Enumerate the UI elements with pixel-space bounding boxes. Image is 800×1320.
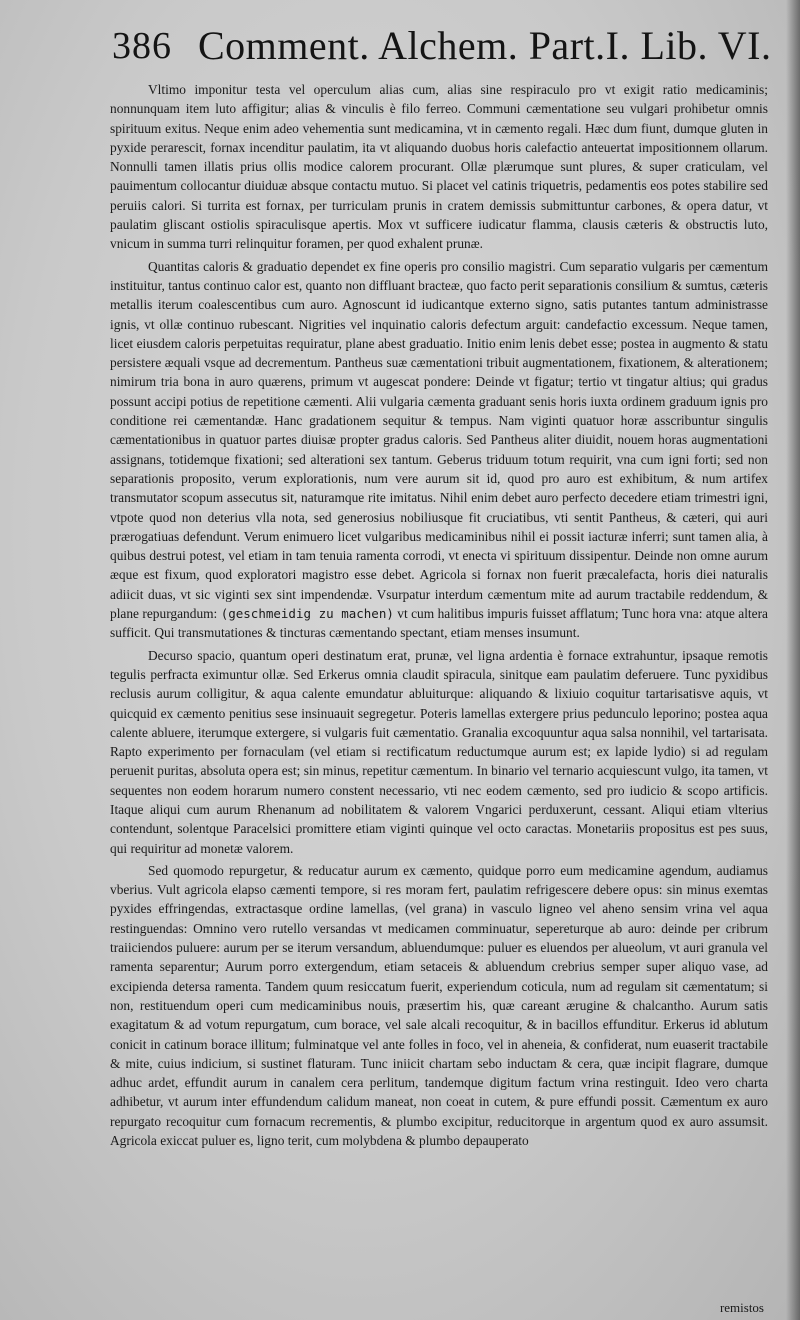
paragraph-4: Sed quomodo repurgetur, & reducatur aurum ex cæmento, quidque porro eum medicamine agendum, audiamus vberius. Vult agricola elapso cæmenti tempore, si res moram fert, paulatim refrigescere debere opus: sin minus exemtas pyxides effringendas, extractasque ordine lamellas, (vel grana) in vasculo ligneo vel aheno sensim vrina vel aqua restinguendas: Omnino vero rutello versandas vt medicamen comminuatur, sepereturque ab auro: deinde per cribrum traiiciendos puluere: aurum per se iterum versandum, abluendumque: puluer es eluendos per alueolum, vt auri granula vel ramenta separentur; Aurum porro extergendum, etiam setaceis & abluendum crebrius semper super aliquo vase, ad excipienda detersa ramenta. Tandem quum resiccatum fuerit, experiendum coticula, num ad regulam sit cæmentatum; si non, restituendum operi cum medicaminibus nouis, præsertim his, quæ careant ærugine & chalcantho. Aurum satis exagitatum & ad votum repurgatum, cum borace, vel sale alcali recoquitur, & in bacillos effunditur. Erkerus id ablutum conicit in catinum borace illitum; fulminatque vel ante folles in foco, vel in aheneia, & confiderat, num euaserit tractabile & mite, cuius indicium, si sustinet flaturam. Tunc iniicit chartam sebo inductam & cera, quæ incipit flagrare, dumque adhuc ardet, effundit aurum in canalem cera perlitum, tandemque digitum factum vrina restinguit. Ideo vero charta adhibetur, vt aurum inter effundendum calidum maneat, non coeat in cutem, & pure effundi possit. Cæmentum ex auro repurgato recoquitur cum fornacum recrementis, & plumbo excipitur, reducitorque in argentum quod ex auro assumsit. Agricola exiccat puluer es, ligno terit, cum molybdena & plumbo depauperato xyxy=(110,862,768,1149)
blackletter-gloss: (geschmeidig zu machen) xyxy=(220,606,394,622)
paragraph-2 xyxy=(110,257,768,643)
running-title: Comment. Alchem. Part.I. Lib. VI. xyxy=(198,23,772,68)
paragraph-2-text: Quantitas caloris & graduatio dependet ex fine operis pro consilio magistri. Cum separatio vulgaris per cæmentum instituitur, tantus continuo calor est, quanto non diffluant bracteæ, quo facto perit separationis consilium & sumtus, cæteris metallis iterum coalescentibus cum auro. Agnoscunt id iudicantque externo signo, satis putantes tantum administrasse ignis, vt ollæ continuo rubescant. Nigrities vel inquinatio caloris defectum arguit: candefactio excessum. Neque tamen, licet eiusdem caloris perpetuitas requiratur, plane abest graduatio. Initio enim lenis debet esse; postea in augmento & statu persistere æquali vsque ad decrementum. Pantheus suæ cæmentationi tribuit augmentationem, fixationem, & alterationem; nimirum tria bona in auro quærens, primum vt augescat pondere: Deinde vt figatur; tertio vt tingatur altius; qui gradus possunt accipi potius de repetitione cæmenti. Alii vulgaria cæmenta graduant senis horis iuxta ordinem graduum ignis pro conditione rei cæmentandæ. Hanc gradationem sequitur & tempus. Nam viginti quatuor horæ asscribuntur singulis cæmentationibus in quatuor partes diuisæ propter gradus caloris. Sed Pantheus aliter diuidit, nouem horas augmentationi assignans, totidemque fixationi; sed alterationi sex tantum. Geberus triduum totum requirit, vna cum igni forti; sed non separationis proposito, verum explorationis, num vere aurum sit id, quod pro auro est exhibitum, & num artifex transmutator scopum assecutus sit, naturamque rite imitatus. Nihil enim debet auro perfecto decedere etiam trimestri igni, vtpote quod non deterius vlla nota, sed generosius nobiliusque fit cruciatibus, vti sentit Pantheus, & cæteri, qui auri prærogatiuas defendunt. Verum enimuero licet vulgaribus medicaminibus nihil ei possit iacturæ inferri; sunt tamen alia, à quibus destrui potest, vel etiam in tam tenuia ramenta corrodi, vt enecta vi spirituum dissipentur. Deinde non omne aurum æque est fixum, quod exploratori magistro esse debet. Agricola si fornax non fuerit præcalefacta, horis diei naturalis adiicit duas, vt sic viginti sex sint impendendæ. Vsurpatur interdum cæmentum mite ad aurum tractabile reddendum, & plane repurgandum: xyxy=(110,258,768,622)
body-text xyxy=(110,80,768,1153)
paragraph-2-tail: vt cum halitibus impuris fuisset afflatum; Tunc hora vna: atque altera sufficit. Qui transmutationes & tincturas cæmentando spectant, etiam menses insumunt. xyxy=(110,606,768,641)
paragraph-3: Decurso spacio, quantum operi destinatum erat, prunæ, vel ligna ardentia è fornace extrahuntur, ipsaque remotis tegulis perfracta eximuntur ollæ. Sed Erkerus omnia claudit spiracula, sinitque eam paulatim deferuere. Tunc pyxidibus reclusis aurum colligitur, & aqua calente emundatur abluiturque: aliquando & lixiuio coquitur tartarisatisve aquis, vt quicquid ex cæmento penitius sese insinuauit segregetur. Poteris lamellas extergere prius pedunculo leporino; postea aqua calente abluere, iterumque extergere, si vulgaris fuit cæmentatio. Granalia excoquuntur aqua salsa nonnihil, vel tartarisata. Rapto experimento per fornaculam (vel etiam si rectificatum reductumque aurum est; ex lapide lydio) si ad regulam peruenit puritas, absoluta opera est; sin minus, repetitur cæmentum. In binario vel ternario acquiescunt vulgo, ita tamen, vt sequentes non eodem horarum numero constent necessario, vti nec eodem cæmento, sed pro iudicio & scopo artificis. Itaque aliqui cum aurum Rhenanum ad nobilitatem & valorem Vngarici perduxerunt, cessant. Aliqui etiam vlterius contendunt, solentque Paracelsici promittere etiam viginti quinque vel octo caractas. Monetariis propositus est pes suus, qui requiritur ad monetæ valorem. xyxy=(110,647,768,856)
paragraph-1: Vltimo imponitur testa vel operculum alias cum, alias sine respiraculo pro vt exigit ratio medicaminis; nonnunquam item luto affigitur; alias & vinculis è filo ferreo. Communi cæmentatione seu vulgari prohibetur omnis spirituum exitus. Neque enim adeo vehementia sunt medicamina, vt in cæmento regali. Hæc dum fiunt, dumque gluten in pyxide perarescit, fornax incenditur paulatim, ita vt aliquando duobus horis calefactio anteuertat impositionnem ollarum. Nonnulli tamen illatis prius ollis modice calorem procurant. Ollæ plærumque sunt plures, & super craticulam, vel pauimentum collocantur diuiduæ absque contactu mutuo. Si placet vel catinis triquetris, pedamentis eos potes stabilire sed peruiis calori. Si turrita est fornax, per turriculam prunis in cratem demissis submittuntur carbones, & opera datur, vt paulatim gliscant ostiolis spiraculisque apertis. Mox vt sufficere iudicatur flamma, clausis cæteris & obstructis luto, vnicum in summa turri relinquitur foramen, per quod exhalent prunæ. xyxy=(110,82,768,252)
page-header xyxy=(112,18,772,70)
page-edge-shadow xyxy=(786,0,800,1320)
page-number: 386 xyxy=(112,25,172,67)
catchword: remistos xyxy=(719,1300,764,1315)
